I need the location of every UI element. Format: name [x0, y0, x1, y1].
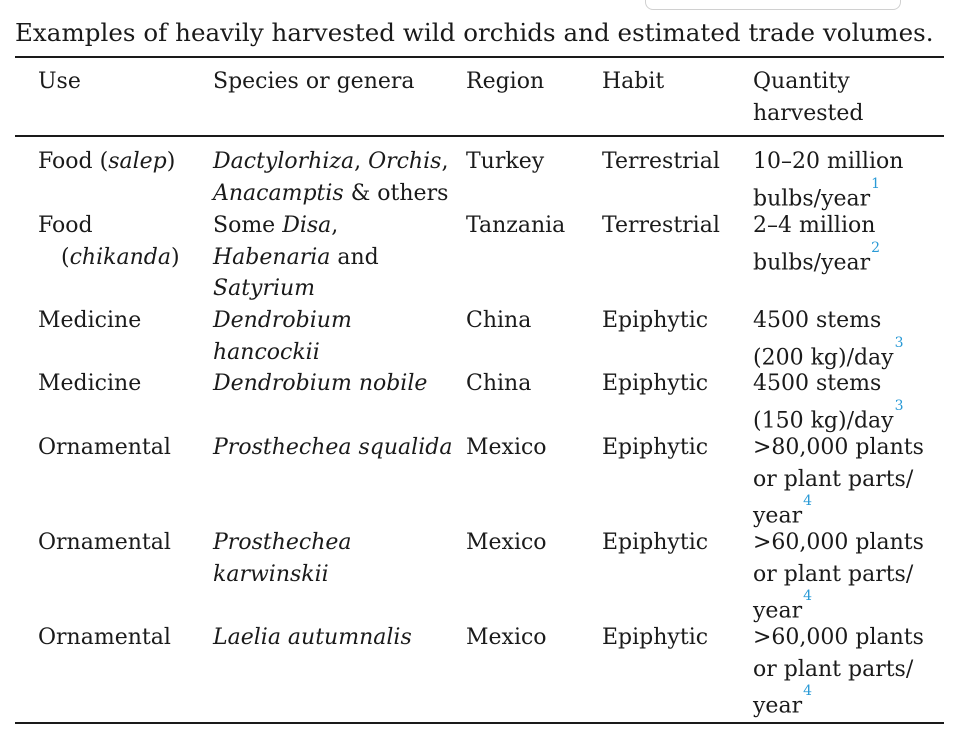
row4-habit: Epiphytic: [602, 371, 709, 396]
row3-use: Medicine: [38, 308, 142, 333]
footnote-ref[interactable]: 4: [803, 588, 813, 604]
row7-habit: Epiphytic: [602, 625, 709, 650]
row7-use: Ornamental: [38, 625, 171, 650]
header-quantity: [753, 66, 863, 129]
row1-habit: Terrestrial: [602, 149, 720, 174]
footnote-ref[interactable]: 3: [894, 334, 904, 351]
row6-region: Mexico: [466, 530, 547, 555]
row1-use: Food (salep): [38, 149, 176, 174]
row5-quantity: >80,000 plants or plant parts/ year$^4$: [753, 435, 924, 529]
table-top-rule: [15, 56, 944, 58]
row6-species: Prosthechea karwinskii: [213, 530, 352, 587]
header-region: Region: [466, 69, 545, 94]
row1-quantity: 10–20 million bulbs/year$^1$: [753, 149, 904, 211]
header-species: Species or genera: [213, 69, 415, 94]
row2-use: Food (chikanda): [38, 213, 180, 270]
row4-region: China: [466, 371, 532, 396]
row4-species: Dendrobium nobile: [213, 371, 428, 396]
row2-region: Tanzania: [466, 213, 566, 238]
row7-species: Laelia autumnalis: [213, 625, 412, 650]
footnote-ref[interactable]: 1: [871, 175, 881, 192]
table-caption: Examples of heavily harvested wild orchids and estimated trade volumes.: [15, 18, 934, 47]
row5-use: Ornamental: [38, 435, 171, 460]
row3-quantity: 4500 stems (200 kg)/day$^3$: [753, 308, 904, 370]
row5-species: Prosthechea squalida: [213, 435, 453, 460]
row3-species: Dendrobium hancockii: [213, 308, 352, 365]
partial-panel-edge: [645, 0, 901, 10]
header-quantity-line2: harvested: [753, 100, 864, 126]
table-bottom-rule: [15, 722, 944, 724]
header-use: Use: [38, 69, 81, 94]
row4-quantity: 4500 stems (150 kg)/day$^3$: [753, 371, 904, 433]
row7-region: Mexico: [466, 625, 547, 650]
row2-species: Some Disa, Habenaria and Satyrium: [213, 213, 379, 301]
footnote-ref[interactable]: 2: [871, 239, 881, 256]
row5-region: Mexico: [466, 435, 547, 460]
row1-species: Dactylorhiza, Orchis, Anacamptis & others: [213, 149, 449, 206]
header-bottom-rule: [15, 135, 944, 137]
row4-use: Medicine: [38, 371, 142, 396]
row6-habit: Epiphytic: [602, 530, 709, 555]
row5-habit: Epiphytic: [602, 435, 709, 460]
footnote-ref[interactable]: 3: [894, 397, 904, 414]
row2-habit: Terrestrial: [602, 213, 720, 238]
row2-quantity: 2–4 million bulbs/year$^2$: [753, 213, 881, 275]
row1-region: Turkey: [466, 149, 545, 174]
row6-use: Ornamental: [38, 530, 171, 555]
footnote-ref[interactable]: 4: [803, 683, 813, 699]
row6-quantity: >60,000 plants or plant parts/ year$^4$: [753, 530, 924, 624]
header-habit: Habit: [602, 69, 665, 94]
header-quantity-line1: Quantity: [753, 69, 850, 94]
row3-habit: Epiphytic: [602, 308, 709, 333]
row7-quantity: >60,000 plants or plant parts/ year$^4$: [753, 625, 924, 719]
footnote-ref[interactable]: 4: [803, 493, 813, 509]
row3-region: China: [466, 308, 532, 333]
